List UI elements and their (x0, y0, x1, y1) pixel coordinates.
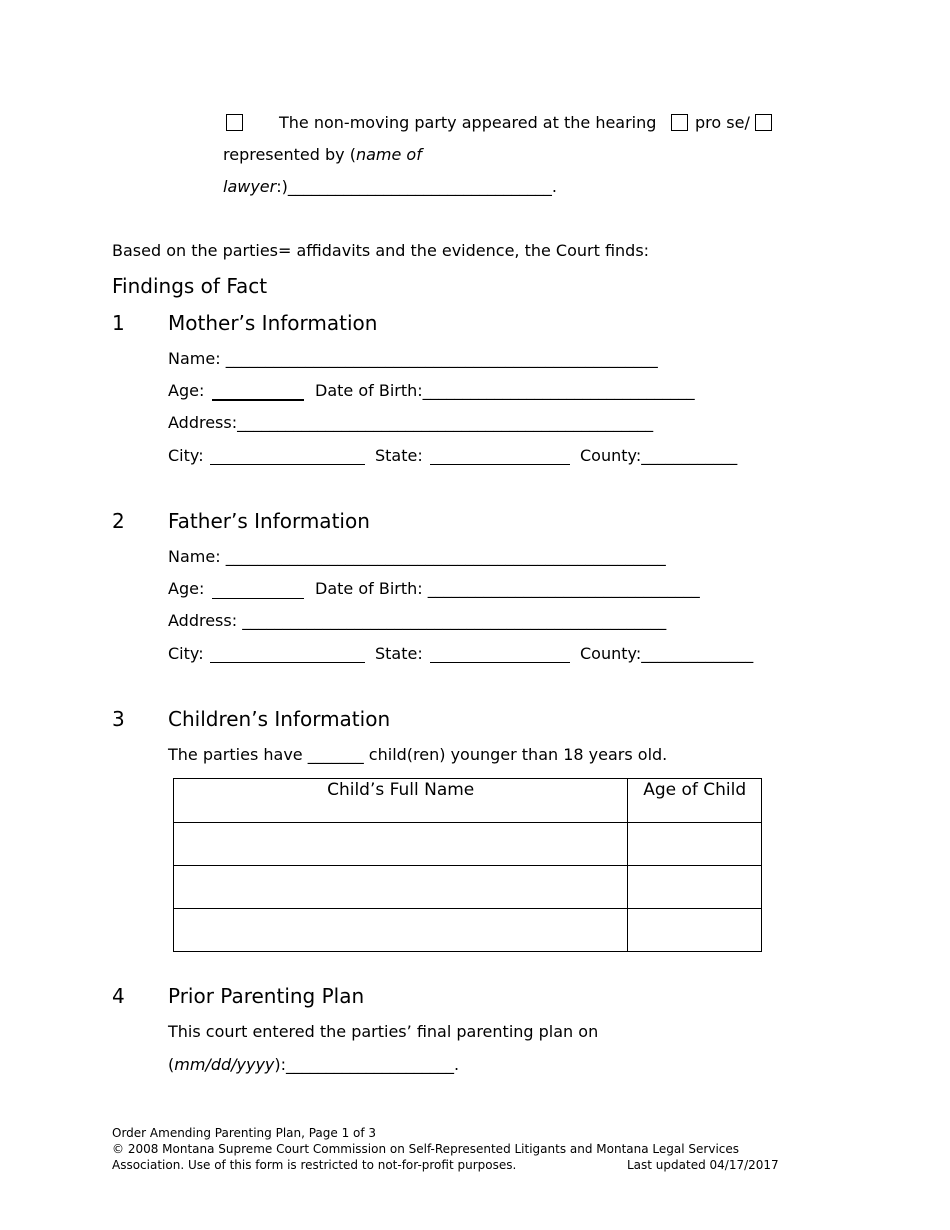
section-1-number: 1 (112, 311, 125, 335)
mother-city-label: City: (168, 446, 204, 465)
table-row (174, 823, 762, 866)
children-section-title: Children’s Information (168, 707, 391, 731)
child-name-header: Child’s Full Name (174, 779, 628, 823)
appeared-checkbox[interactable] (226, 114, 243, 131)
footer-copyright: © 2008 Montana Supreme Court Commission on Self-Represented Litigants and Montana Legal Services (112, 1142, 740, 1156)
mother-section-title: Mother’s Information (168, 311, 378, 335)
section-4-number: 4 (112, 984, 125, 1008)
children-table (173, 778, 762, 952)
father-address-row: Address: _____________________________________________________ (168, 611, 667, 630)
findings-title: Findings of Fact (112, 274, 268, 298)
mother-state-field[interactable] (430, 463, 570, 465)
mother-name-field[interactable]: ______________________________________________________ (225, 349, 658, 368)
father-state-field[interactable] (430, 661, 570, 663)
lawyer-line: lawyer:)_________________________________. (223, 177, 557, 196)
footer-page-info: Order Amending Parenting Plan, Page 1 of 3 (112, 1126, 377, 1140)
father-state-label: State: (375, 644, 423, 663)
intro-text: Based on the parties= affidavits and the evidence, the Court finds: (112, 241, 650, 260)
prior-plan-section-title: Prior Parenting Plan (168, 984, 365, 1008)
children-count-row: The parties have _______ child(ren) younger than 18 years old. (168, 745, 668, 764)
mother-age-label: Age: (168, 381, 205, 400)
child-age-cell[interactable] (628, 823, 762, 866)
child-name-cell[interactable] (174, 866, 628, 909)
table-row (174, 909, 762, 952)
hearing-text: The non-moving party appeared at the hearing (279, 113, 657, 132)
child-age-cell[interactable] (628, 909, 762, 952)
table-header-row (174, 779, 762, 823)
footer-last-updated: Last updated 04/17/2017 (627, 1158, 779, 1172)
mother-dob-field[interactable]: __________________________________ (422, 381, 695, 400)
mother-age-field[interactable] (212, 398, 304, 401)
represented-checkbox[interactable] (755, 114, 772, 131)
father-county-row: County:______________ (580, 644, 754, 663)
father-dob-row: Date of Birth: __________________________________ (315, 579, 700, 598)
mother-name-row: Name: ______________________________________________________ (168, 349, 658, 368)
section-3-number: 3 (112, 707, 125, 731)
father-section-title: Father’s Information (168, 509, 370, 533)
father-address-field[interactable]: _____________________________________________________ (242, 611, 667, 630)
mother-county-field[interactable]: ____________ (641, 446, 738, 465)
father-age-field[interactable] (212, 597, 304, 599)
lawyer-name-field[interactable]: _________________________________ (287, 177, 552, 196)
father-name-row: Name: _______________________________________________________ (168, 547, 666, 566)
mother-address-field[interactable]: ____________________________________________________ (237, 413, 654, 432)
prior-plan-date-row: (mm/dd/yyyy):_____________________. (168, 1055, 460, 1074)
father-city-label: City: (168, 644, 204, 663)
footer-restriction: Association. Use of this form is restricted to not-for-profit purposes. (112, 1158, 517, 1172)
mother-state-label: State: (375, 446, 423, 465)
child-age-cell[interactable] (628, 866, 762, 909)
table-row (174, 866, 762, 909)
mother-address-row: Address:____________________________________________________ (168, 413, 654, 432)
child-name-cell[interactable] (174, 823, 628, 866)
prior-plan-date-field[interactable]: _____________________ (286, 1055, 455, 1074)
father-city-field[interactable] (210, 661, 365, 663)
mother-dob-row: Date of Birth:__________________________________ (315, 381, 695, 400)
section-2-number: 2 (112, 509, 125, 533)
mother-county-row: County:____________ (580, 446, 738, 465)
father-name-field[interactable]: _______________________________________________________ (225, 547, 666, 566)
pro-se-label: pro se/ (695, 113, 750, 132)
father-age-label: Age: (168, 579, 205, 598)
father-county-field[interactable]: ______________ (641, 644, 754, 663)
children-count-field[interactable]: _______ (307, 745, 364, 764)
prior-plan-text: This court entered the parties’ final parenting plan on (168, 1022, 599, 1041)
pro-se-checkbox[interactable] (671, 114, 688, 131)
represented-by-text: represented by (name of (223, 145, 422, 164)
child-name-cell[interactable] (174, 909, 628, 952)
child-age-header: Age of Child (628, 779, 762, 823)
father-dob-field[interactable]: __________________________________ (427, 579, 700, 598)
mother-city-field[interactable] (210, 463, 365, 465)
